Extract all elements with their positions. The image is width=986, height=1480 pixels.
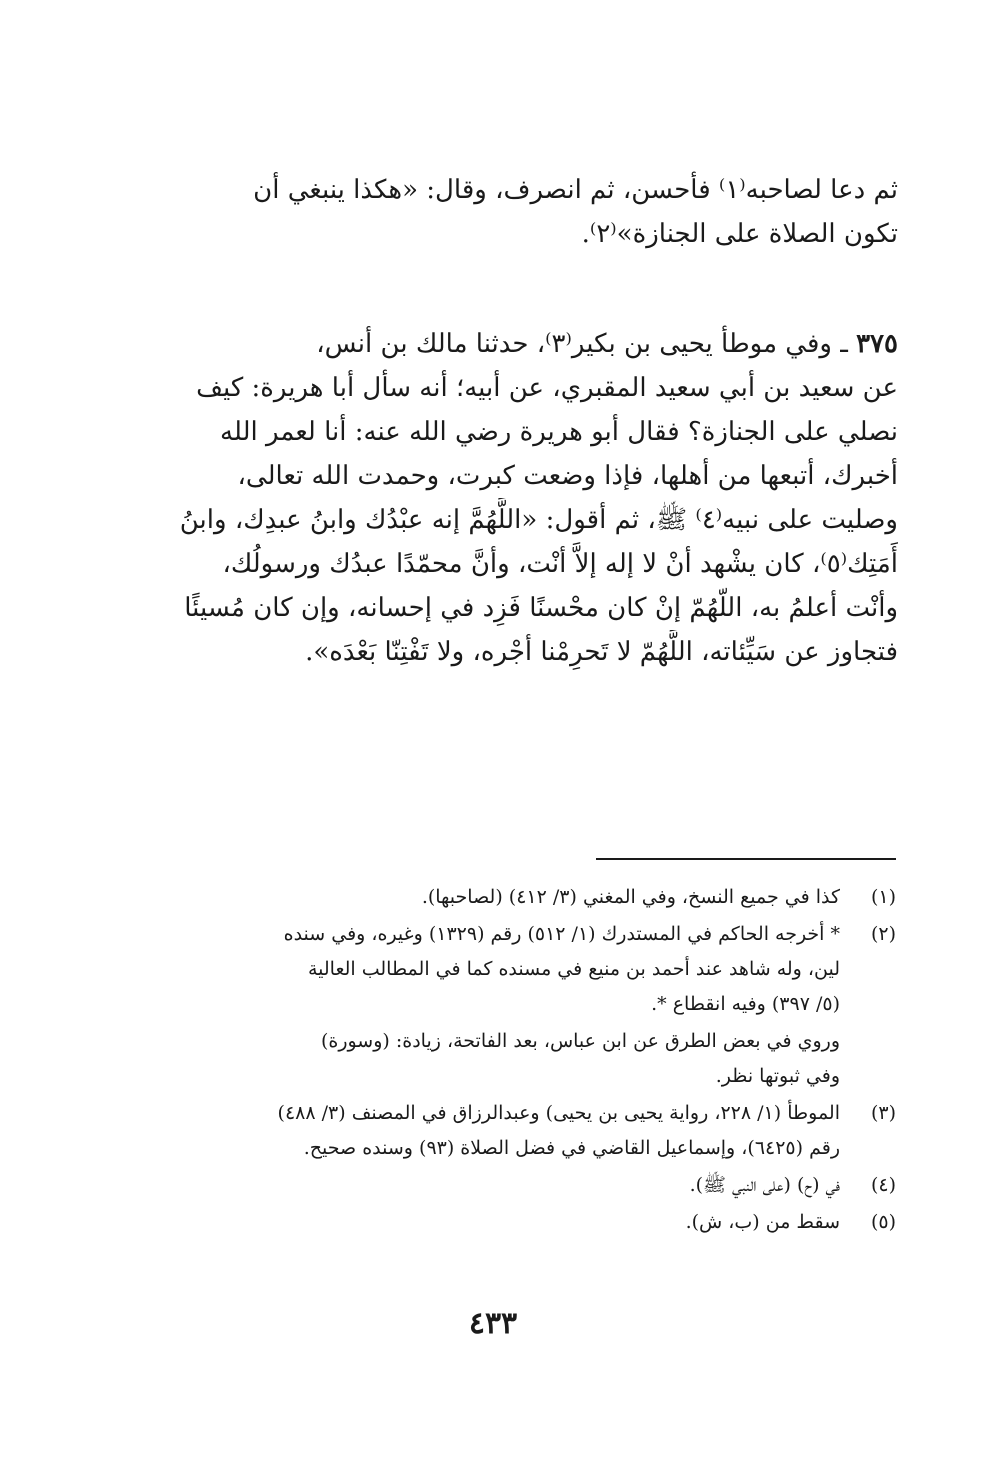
footnote-line: سقط من (ب، ش). bbox=[685, 1211, 840, 1233]
footnote-2-continuation bbox=[126, 1024, 896, 1094]
text-line: فتجاوز عن سَيِّئاته، اللَّهُمّ لا تَحرِمْنا أجْره، ولا تَفْتِنّا بَعْدَه». bbox=[305, 637, 898, 667]
footnote-line: وروي في بعض الطرق عن ابن عباس، بعد الفاتحة، زيادة: (وسورة) bbox=[320, 1030, 840, 1052]
footnote-marker: (٢) bbox=[870, 923, 896, 945]
footnote-3 bbox=[126, 1096, 896, 1166]
text-line-content: ـ وفي موطأ يحيى بن بكير⁽٣⁾، حدثنا مالك بن أنس، bbox=[316, 329, 848, 359]
footnote-1 bbox=[126, 880, 896, 915]
paragraph-375 bbox=[130, 322, 898, 674]
footnote-marker: (٥) bbox=[870, 1211, 896, 1233]
footnote-marker: (٣) bbox=[870, 1102, 896, 1124]
footnotes bbox=[126, 880, 896, 1242]
footnote-line: وفي ثبوتها نظر. bbox=[715, 1065, 840, 1087]
text-line: ثم دعا لصاحبه⁽١⁾ فأحسن، ثم انصرف، وقال: «هكذا ينبغي أن bbox=[253, 175, 898, 205]
footnote-line: رقم (٦٤٢٥)، وإسماعيل القاضي في فضل الصلاة (٩٣) وسنده صحيح. bbox=[303, 1137, 840, 1159]
footnote-line: في (ح) (على النبي ﷺ). bbox=[689, 1174, 840, 1196]
footnote-4 bbox=[126, 1168, 896, 1203]
footnote-line: (٥/ ٣٩٧) وفيه انقطاع *. bbox=[651, 993, 840, 1015]
footnote-line: لين، وله شاهد عند أحمد بن منيع في مسنده كما في المطالب العالية bbox=[307, 958, 840, 980]
text-line: وأنْت أعلمُ به، اللّهُمّ إنْ كان محْسنًا فَزِد في إحسانه، وإن كان مُسيئًا bbox=[184, 593, 898, 623]
text-line: تكون الصلاة على الجنازة»⁽٢⁾. bbox=[581, 219, 898, 249]
text-line bbox=[130, 322, 898, 366]
text-line: أَمَتِك⁽٥⁾، كان يشْهد أنْ لا إله إلاَّ أنْت، وأنَّ محمّدًا عبدُك ورسولُك، bbox=[222, 549, 898, 579]
footnote-separator bbox=[596, 858, 896, 860]
paragraph-1 bbox=[130, 168, 898, 256]
text-line: نصلي على الجنازة؟ فقال أبو هريرة رضي الله عنه: أنا لعمر الله bbox=[220, 417, 898, 447]
text-line: عن سعيد بن أبي سعيد المقبري، عن أبيه؛ أنه سأل أبا هريرة: كيف bbox=[196, 373, 898, 403]
footnote-2 bbox=[126, 917, 896, 1022]
footnote-line: * أخرجه الحاكم في المستدرك (١/ ٥١٢) رقم (١٣٢٩) وغيره، وفي سنده bbox=[283, 923, 840, 945]
hadith-number: ٣٧٥ bbox=[856, 329, 898, 359]
footnote-marker: (٤) bbox=[870, 1174, 896, 1196]
text-line: وصليت على نبيه⁽٤⁾ ﷺ، ثم أقول: «اللَّهُمَّ إنه عبْدُك وابنُ عبدِك، وابنُ bbox=[179, 505, 898, 535]
footnote-line: الموطأ (١/ ٢٢٨، رواية يحيى بن يحيى) وعبدالرزاق في المصنف (٣/ ٤٨٨) bbox=[277, 1102, 840, 1124]
text-line: أخبرك، أتبعها من أهلها، فإذا وضعت كبرت، وحمدت الله تعالى، bbox=[237, 461, 898, 491]
page-number: ٤٣٣ bbox=[468, 1306, 518, 1341]
footnote-marker: (١) bbox=[870, 886, 896, 908]
footnote-line: كذا في جميع النسخ، وفي المغني (٣/ ٤١٢) (لصاحبها). bbox=[421, 886, 840, 908]
footnote-5 bbox=[126, 1205, 896, 1240]
